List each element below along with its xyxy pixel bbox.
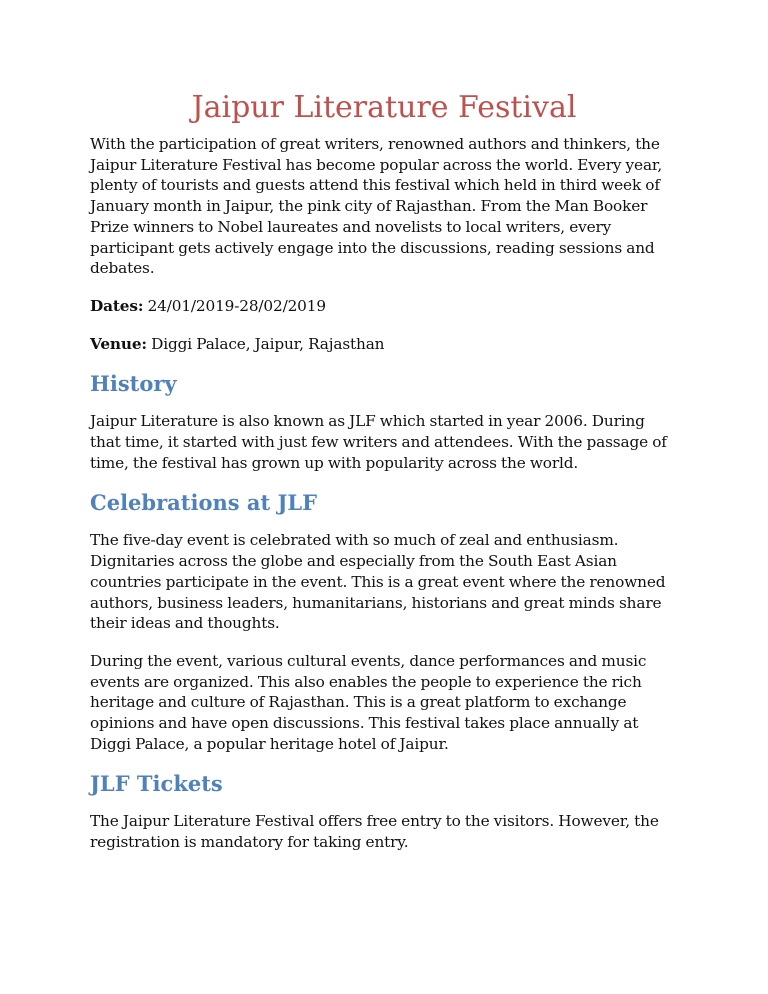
history-paragraph: Jaipur Literature is also known as JLF which started in year 2006. During that time, it started with just few writers and attendees. With the passage of time, the festival has grown up with popularity across the world. [90,412,667,472]
intro-paragraph: With the participation of great writers, renowned authors and thinkers, the Jaipur Literature Festival has become popular across the world. Every year, plenty of tourists and guests attend this festival which held in third week of January month in Jaipur, the pink city of Rajasthan. From the Man Booker Prize winners to Nobel laureates and novelists to local writers, every participant gets actively engage into the discussions, reading sessions and debates. [90,135,663,278]
dates-line [90,296,678,317]
tickets-paragraph: The Jaipur Literature Festival offers free entry to the visitors. However, the registration is mandatory for taking entry. [90,812,659,852]
celebrations-paragraph-1: The five-day event is celebrated with so much of zeal and enthusiasm. Dignitaries across the globe and especially from the South East Asian countries participate in the event. This is a great event where the renowned authors, business leaders, humanitarians, historians and great minds share their ideas and thoughts. [90,531,666,633]
venue-label: Venue: [90,334,147,353]
venue-line [90,334,678,355]
section-heading-tickets: JLF Tickets [90,771,223,797]
dates-label: Dates: [90,296,144,315]
section-heading-history: History [90,371,177,397]
dates-value: 24/01/2019-28/02/2019 [147,296,326,315]
venue-value: Diggi Palace, Jaipur, Rajasthan [151,334,385,353]
page-title: Jaipur Literature Festival [191,90,577,125]
celebrations-paragraph-2: During the event, various cultural events, dance performances and music events are organized. This also enables the people to experience the rich heritage and culture of Rajasthan. This is a great platform to exchange opinions and have open discussions. This festival takes place annually at Diggi Palace, a popular heritage hotel of Jaipur. [90,651,647,753]
section-heading-celebrations: Celebrations at JLF [90,490,318,516]
